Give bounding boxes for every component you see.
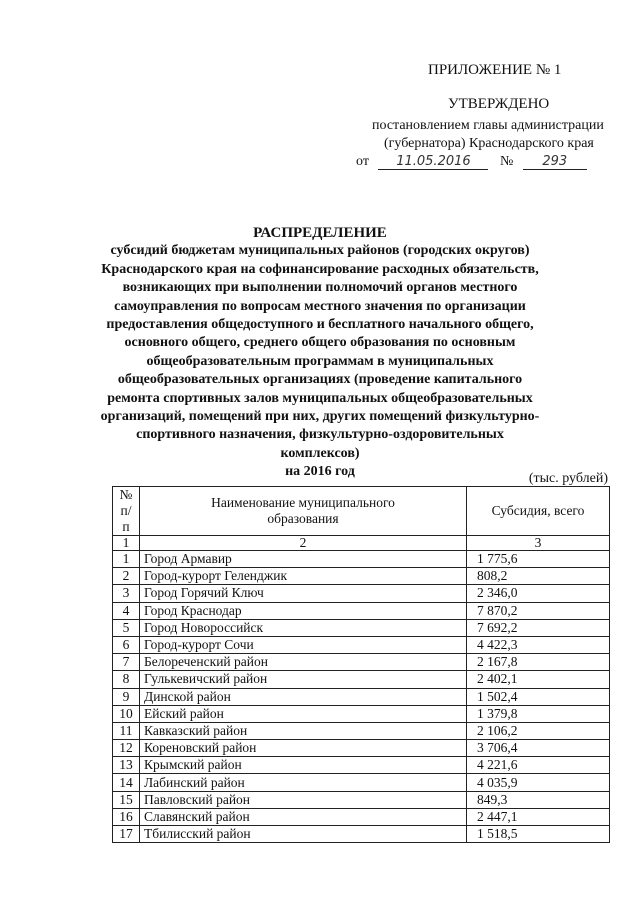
subsidy-table	[112, 486, 610, 843]
heading-line: субсидий бюджетам муниципальных районов (городских округов)	[110, 243, 530, 259]
table-row	[113, 757, 610, 774]
heading-line: общеобразовательным программам в муниципальных	[146, 353, 494, 369]
table-row	[113, 619, 610, 636]
number-prefix: №	[499, 154, 514, 169]
approved-line-1: постановлением главы администрации	[372, 118, 604, 133]
subsidy-value: 1 379,8	[467, 705, 610, 722]
heading-line: Краснодарского края на софинансирование расходных обязательств,	[101, 261, 539, 277]
row-number: 2	[113, 568, 140, 585]
subsidy-value: 1 502,4	[467, 688, 610, 705]
row-number: 7	[113, 654, 140, 671]
municipality-name: Гулькевичский район	[140, 671, 467, 688]
subsidy-value: 2 106,2	[467, 722, 610, 739]
row-number: 10	[113, 705, 140, 722]
subsidy-value: 3 706,4	[467, 740, 610, 757]
municipality-name: Город-курорт Геленджик	[140, 568, 467, 585]
municipality-name: Тбилисский район	[140, 826, 467, 843]
subsidy-value: 2 346,0	[467, 585, 610, 602]
subsidy-value: 2 402,1	[467, 671, 610, 688]
column-header-number-line1: №	[119, 487, 133, 502]
subsidy-value: 1 775,6	[467, 551, 610, 568]
column-index: 3	[467, 536, 610, 551]
column-index: 1	[113, 536, 140, 551]
row-number: 14	[113, 774, 140, 791]
document-heading	[100, 224, 540, 482]
table-row	[113, 671, 610, 688]
subsidy-value: 2 447,1	[467, 808, 610, 825]
row-number: 12	[113, 740, 140, 757]
heading-line: спортивного назначения, физкультурно-оздоровительных комплексов)	[136, 427, 504, 461]
subsidy-value: 7 870,2	[467, 602, 610, 619]
municipality-name: Лабинский район	[140, 774, 467, 791]
column-header-number	[113, 487, 140, 536]
heading-line: предоставления общедоступного и бесплатного начального общего,	[106, 317, 534, 333]
approved-stamp: УТВЕРЖДЕНО	[448, 96, 550, 112]
table-row	[113, 826, 610, 843]
subsidy-value: 2 167,8	[467, 654, 610, 671]
table-row	[113, 551, 610, 568]
row-number: 4	[113, 602, 140, 619]
table-row	[113, 740, 610, 757]
heading-line: общеобразовательных организациях (проведение капитального	[117, 372, 523, 388]
appendix-label: ПРИЛОЖЕНИЕ № 1	[428, 62, 562, 78]
row-number: 9	[113, 688, 140, 705]
column-header-name	[140, 487, 467, 536]
column-header-value: Субсидия, всего	[467, 487, 610, 536]
row-number: 13	[113, 757, 140, 774]
column-header-number-line2: п/п	[120, 503, 132, 534]
table-row	[113, 636, 610, 653]
table-row	[113, 774, 610, 791]
municipality-name: Славянский район	[140, 808, 467, 825]
table-row	[113, 722, 610, 739]
municipality-name: Кореновский район	[140, 740, 467, 757]
row-number: 3	[113, 585, 140, 602]
number-value: 293	[523, 154, 587, 170]
row-number: 15	[113, 791, 140, 808]
table-row	[113, 654, 610, 671]
municipality-name: Город Горячий Ключ	[140, 585, 467, 602]
approved-line-2: (губернатора) Краснодарского края	[384, 136, 594, 151]
row-number: 17	[113, 826, 140, 843]
subsidy-value: 1 518,5	[467, 826, 610, 843]
table-row	[113, 568, 610, 585]
column-header-name-line1: Наименование муниципального	[211, 495, 395, 510]
heading-line: организаций, помещений при них, других помещений физкультурно-	[100, 409, 540, 425]
date-line	[356, 154, 587, 170]
units-label: (тыс. рублей)	[528, 471, 608, 486]
heading-line: ремонта спортивных залов муниципальных общеобразовательных	[107, 390, 533, 406]
heading-line: возникающих при выполнении полномочий органов местного	[122, 280, 518, 296]
municipality-name: Город Армавир	[140, 551, 467, 568]
row-number: 5	[113, 619, 140, 636]
municipality-name: Город Новороссийск	[140, 619, 467, 636]
subsidy-value: 4 035,9	[467, 774, 610, 791]
row-number: 8	[113, 671, 140, 688]
municipality-name: Ейский район	[140, 705, 467, 722]
table-row	[113, 688, 610, 705]
subsidy-value: 7 692,2	[467, 619, 610, 636]
table-row	[113, 808, 610, 825]
column-index-row	[113, 536, 610, 551]
date-value: 11.05.2016	[378, 154, 488, 170]
subsidy-value: 808,2	[467, 568, 610, 585]
municipality-name: Павловский район	[140, 791, 467, 808]
row-number: 11	[113, 722, 140, 739]
municipality-name: Динской район	[140, 688, 467, 705]
date-prefix: от	[356, 154, 369, 169]
subsidy-value: 4 221,6	[467, 757, 610, 774]
subsidy-value: 849,3	[467, 791, 610, 808]
table-row	[113, 705, 610, 722]
municipality-name: Город Краснодар	[140, 602, 467, 619]
column-index: 2	[140, 536, 467, 551]
row-number: 16	[113, 808, 140, 825]
table-row	[113, 602, 610, 619]
heading-title: РАСПРЕДЕЛЕНИЕ	[253, 225, 387, 241]
municipality-name: Кавказский район	[140, 722, 467, 739]
heading-line: основного общего, среднего общего образования по основным	[124, 335, 516, 351]
row-number: 1	[113, 551, 140, 568]
heading-line: на 2016 год	[285, 464, 355, 480]
municipality-name: Крымский район	[140, 757, 467, 774]
table-header-row	[113, 487, 610, 536]
column-header-name-line2: образования	[267, 511, 339, 526]
municipality-name: Белореченский район	[140, 654, 467, 671]
table-row	[113, 585, 610, 602]
municipality-name: Город-курорт Сочи	[140, 636, 467, 653]
row-number: 6	[113, 636, 140, 653]
table-row	[113, 791, 610, 808]
heading-line: самоуправления по вопросам местного значения по организации	[114, 298, 526, 314]
subsidy-value: 4 422,3	[467, 636, 610, 653]
